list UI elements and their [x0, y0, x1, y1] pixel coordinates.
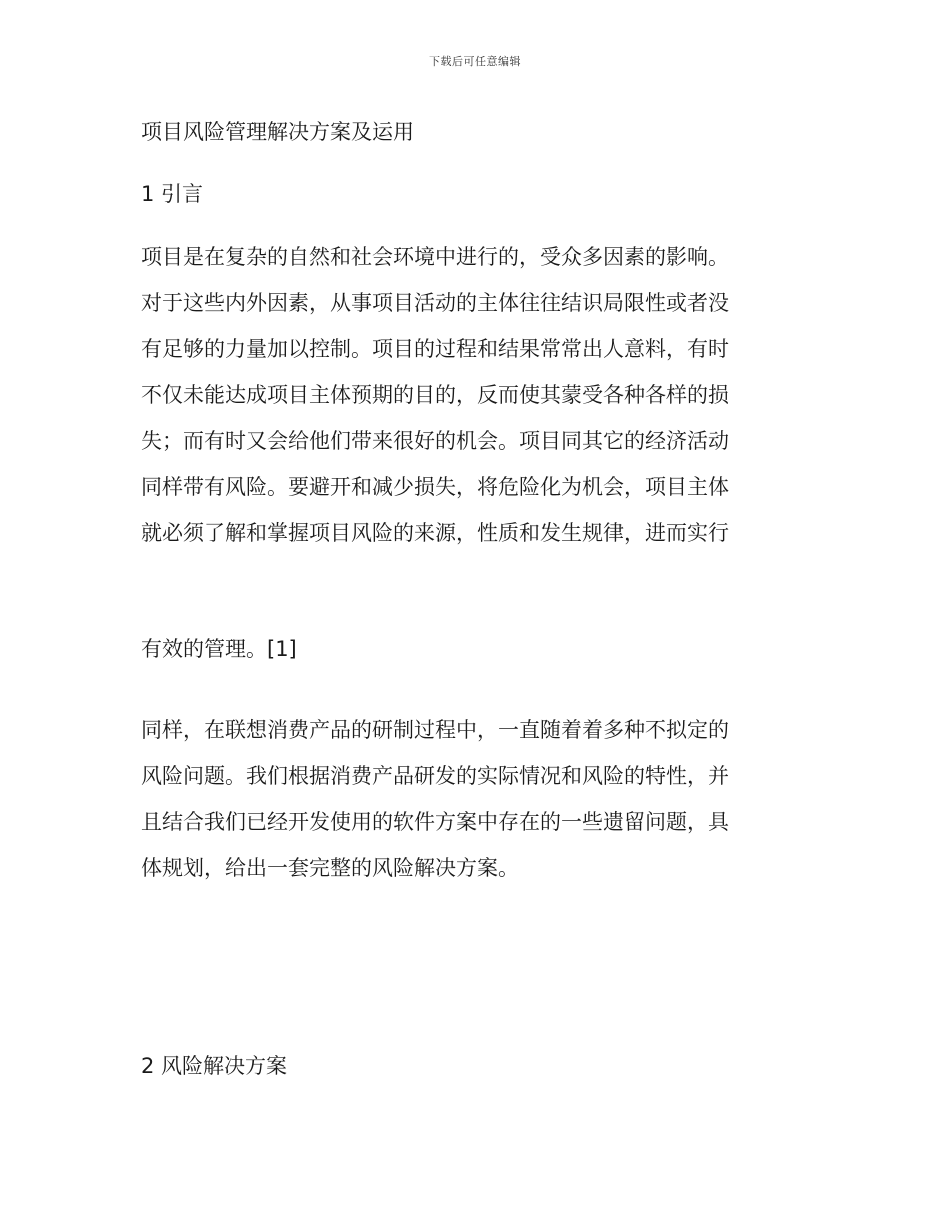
- section-heading-risk-solution: 2 风险解决方案: [141, 1054, 288, 1078]
- paragraph-lenovo-context: [141, 707, 821, 891]
- page-header: 下载后可任意编辑: [429, 55, 521, 68]
- paragraph-introduction-continued: [141, 626, 821, 672]
- text-line: 对于这些内外因素，从事项目活动的主体往往结识局限性或者没: [141, 291, 729, 315]
- text-line: 同样带有风险。要避开和减少损失，将危险化为机会，项目主体: [141, 475, 729, 499]
- section-heading-introduction: 1 引言: [141, 182, 204, 206]
- text-line: 失；而有时又会给他们带来很好的机会。项目同其它的经济活动: [141, 429, 729, 453]
- paragraph-introduction: [141, 234, 821, 556]
- text-line: 同样，在联想消费产品的研制过程中，一直随着着多种不拟定的: [141, 718, 729, 742]
- text-line: 有效的管理。[1]: [141, 637, 297, 661]
- text-line: 风险问题。我们根据消费产品研发的实际情况和风险的特性，并: [141, 764, 729, 788]
- text-line: 有足够的力量加以控制。项目的过程和结果常常出人意料，有时: [141, 337, 729, 361]
- text-line: 体规划，给出一套完整的风险解决方案。: [141, 856, 519, 880]
- text-line: 不仅未能达成项目主体预期的目的，反而使其蒙受各种各样的损: [141, 383, 729, 407]
- text-line: 项目是在复杂的自然和社会环境中进行的，受众多因素的影响。: [141, 245, 729, 269]
- text-line: 就必须了解和掌握项目风险的来源，性质和发生规律，进而实行: [141, 521, 729, 545]
- document-title: 项目风险管理解决方案及运用: [141, 120, 414, 144]
- text-line: 且结合我们已经开发使用的软件方案中存在的一些遗留问题，具: [141, 810, 729, 834]
